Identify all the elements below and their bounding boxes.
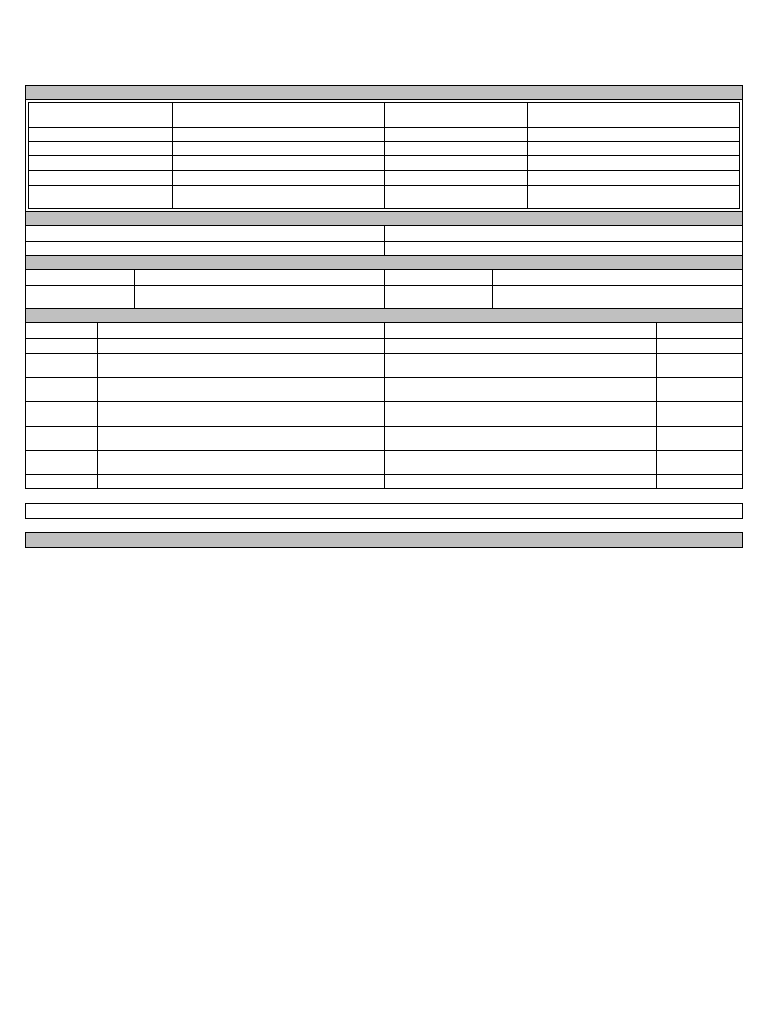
section-2-table [25, 225, 743, 256]
notes-box [25, 503, 743, 519]
section-1-row-divider [28, 127, 740, 128]
section-1-header-bar [25, 85, 743, 100]
section-4-col-divider [384, 323, 385, 488]
section-4-row-divider [26, 353, 742, 354]
section-1-table [25, 99, 743, 212]
section-1-row-divider [28, 170, 740, 171]
section-4-row-divider [26, 377, 742, 378]
section-3-col-divider [492, 270, 493, 308]
section-2-header-bar [25, 211, 743, 226]
section-4-row-divider [26, 401, 742, 402]
section-4-row-divider [26, 450, 742, 451]
section-1-row-divider [28, 185, 740, 186]
section-1-row-divider [28, 155, 740, 156]
section-4-row-divider [26, 426, 742, 427]
section-2-row-divider [26, 241, 742, 242]
footer-bar [25, 532, 743, 548]
section-3-col-divider [384, 270, 385, 308]
section-4-table [25, 322, 743, 489]
section-4-row-divider [26, 338, 742, 339]
section-4-col-divider [656, 323, 657, 488]
section-1-row-divider [28, 141, 740, 142]
section-3-table [25, 269, 743, 309]
section-3-row-divider [26, 285, 742, 286]
section-4-header-bar [25, 308, 743, 323]
section-3-header-bar [25, 255, 743, 270]
section-3-col-divider [134, 270, 135, 308]
section-4-row-divider [26, 474, 742, 475]
section-4-col-divider [97, 323, 98, 488]
